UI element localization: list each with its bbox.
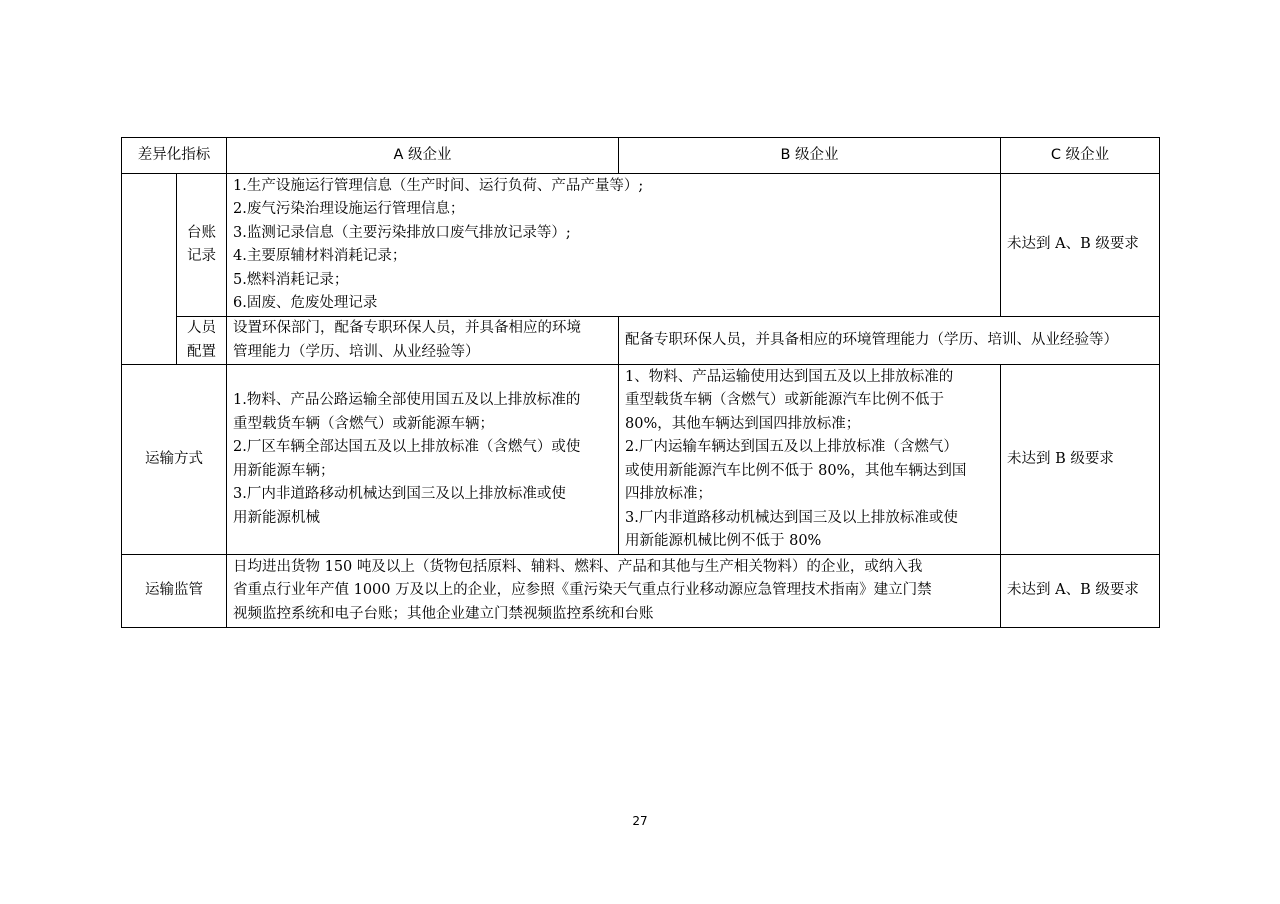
header-b-level: B 级企业 <box>619 138 1001 174</box>
ledger-item: 6.固废、危废处理记录 <box>233 295 378 311</box>
staffing-a-cell: 设置环保部门，配备专职环保人员，并具备相应的环境 管理能力（学历、培训、从业经验等） <box>227 317 619 365</box>
staffing-row <box>122 317 1160 365</box>
ledger-item: 2.废气污染治理设施运行管理信息； <box>233 201 465 217</box>
ledger-item: 4.主要原辅材料消耗记录； <box>233 248 407 264</box>
ledger-items-cell <box>227 174 1001 317</box>
ledger-item: 5.燃料消耗记录； <box>233 271 349 288</box>
staffing-bc-cell: 配备专职环保人员，并具备相应的环境管理能力（学历、培训、从业经验等） <box>619 317 1160 365</box>
transport-mode-a-cell: 1.物料、产品公路运输全部使用国五及以上排放标准的 重型载货车辆（含燃气）或新能源车辆； 2.厂区车辆全部达国五及以上排放标准（含燃气）或使 用新能源车辆； 3.厂内非道路移动机械达到国三及以上排放标准或使 用新能源机械 <box>227 365 619 555</box>
page-number: 27 <box>632 814 648 828</box>
transport-mode-row <box>122 365 1160 555</box>
ledger-label: 台账 记录 <box>177 174 227 317</box>
transport-mode-label: 运输方式 <box>122 365 227 555</box>
ledger-c-cell: 未达到 A、B 级要求 <box>1001 174 1160 317</box>
transport-mode-c-cell: 未达到 B 级要求 <box>1001 365 1160 555</box>
header-indicator: 差异化指标 <box>122 138 227 174</box>
transport-monitoring-label: 运输监管 <box>122 555 227 628</box>
ledger-row <box>122 174 1160 317</box>
transport-monitoring-c-cell: 未达到 A、B 级要求 <box>1001 555 1160 628</box>
transport-monitoring-ab-cell: 日均进出货物 150 吨及以上（货物包括原料、辅料、燃料、产品和其他与生产相关物料）的企业，或纳入我 省重点行业年产值 1000 万及以上的企业，应参照《重污染天气重点行业移动源应急管理技术指南》建立门禁 视频监控系统和电子台账；其他企业建立门禁视频监控系统和台账 <box>227 555 1001 628</box>
header-a-level: A 级企业 <box>227 138 619 174</box>
group-cell-empty <box>122 174 177 365</box>
ledger-item: 3.监测记录信息（主要污染排放口废气排放记录等）; <box>233 224 571 241</box>
ledger-item: 1.生产设施运行管理信息（生产时间、运行负荷、产品产量等）; <box>233 177 644 194</box>
transport-monitoring-row <box>122 555 1160 628</box>
header-row <box>122 138 1160 174</box>
differentiation-indicator-table <box>121 137 1160 628</box>
staffing-label: 人员 配置 <box>177 317 227 365</box>
transport-mode-b-cell: 1、物料、产品运输使用达到国五及以上排放标准的 重型载货车辆（含燃气）或新能源汽车比例不低于 80%，其他车辆达到国四排放标准； 2.厂内运输车辆达到国五及以上排放标准（含燃气） 或使用新能源汽车比例不低于 80%，其他车辆达到国 四排放标准； 3.厂内非道路移动机械达到国三及以上排放标准或使 用新能源机械比例不低于 80% <box>619 365 1001 555</box>
header-c-level: C 级企业 <box>1001 138 1160 174</box>
